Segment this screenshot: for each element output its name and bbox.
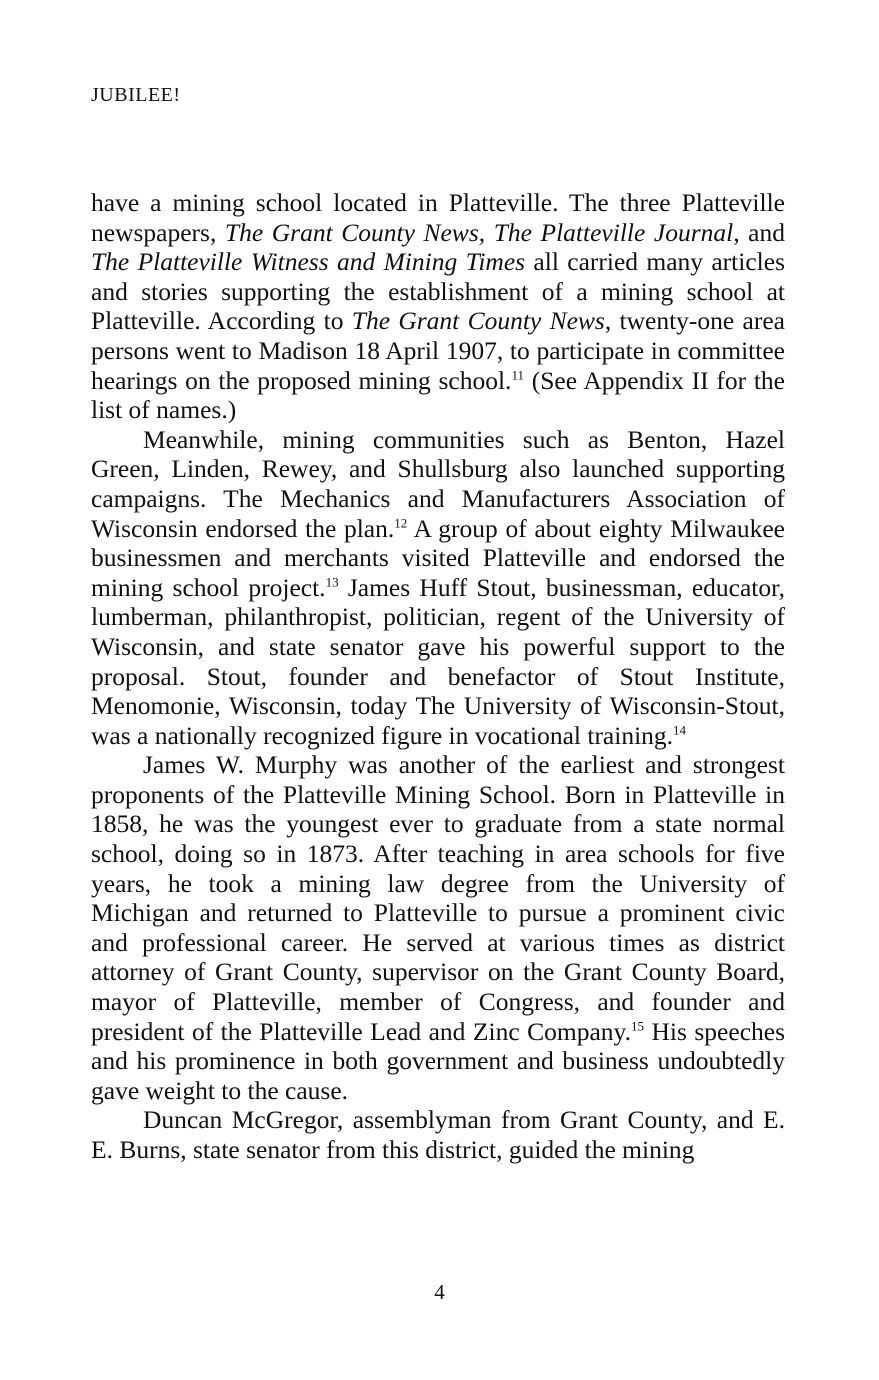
page-number: 4 <box>434 1280 445 1304</box>
footnote-marker: 14 <box>673 722 687 738</box>
italic-title: The Grant County News <box>351 306 605 336</box>
text-run: James Huff Stout, businessman, educator, lumberman, philanthropist, politician, regent of the University of Wisconsin, and state senator gave his powerful support to the proposal. Stout, founder and benefactor of Stout Institute, Menomonie, Wisconsin, today The University of Wisconsin-Stout, was a nationally recognized figure in vocational training. <box>91 572 785 750</box>
text-run: (See Appendix II for the list of names.) <box>91 365 786 425</box>
body-text <box>91 188 785 1165</box>
text-run: James W. Murphy was another of the earliest and strongest proponents of the Platteville Mining School. Born in Platteville in 1858, he was the youngest ever to graduate from a state normal school, doing so in 1873. After teaching in area schools for five years, he took a mining law degree from the University of Michigan and returned to Platteville to pursue a prominent civic and professional career. He served at various times as district attorney of Grant County, supervisor on the Grant County Board, mayor of Platteville, member of Congress, and founder and president of the Platteville Lead and Zinc Company. <box>91 750 785 1046</box>
paragraph <box>91 188 785 425</box>
text-run: A group of about eighty Milwaukee businessmen and merchants visited Platteville and endorsed the mining school project. <box>91 513 785 602</box>
text-run: , twenty-one area persons went to Madison 18 April 1907, to participate in committee hearings on the proposed mining school. <box>91 306 785 395</box>
running-head: JUBILEE! <box>91 84 181 106</box>
text-run: Meanwhile, mining communities such as Benton, Hazel Green, Linden, Rewey, and Shullsburg also launched supporting campaigns. The Mechanics and Manufacturers Association of Wisconsin endorsed the plan. <box>91 424 785 543</box>
text-run: have a mining school located in Platteville. The three Platteville newspapers, <box>91 188 785 247</box>
text-run: and <box>739 217 785 247</box>
paragraph <box>91 425 785 751</box>
italic-title: The Platteville Witness and Mining Times <box>91 247 526 277</box>
italic-title: The Grant County News, The Platteville Journal, <box>224 217 740 247</box>
text-run: His speeches and his prominence in both government and business undoubtedly gave weight to the cause. <box>91 1016 785 1105</box>
footnote-marker: 12 <box>394 515 408 531</box>
text-run: all carried many articles and stories supporting the establishment of a mining school at Platteville. According to <box>91 247 785 336</box>
footnote-marker: 11 <box>511 367 524 383</box>
footnote-marker: 15 <box>631 1018 644 1034</box>
footnote-marker: 13 <box>325 574 339 590</box>
paragraph <box>91 1105 785 1164</box>
text-run: Duncan McGregor, assemblyman from Grant County, and E. E. Burns, state senator from this district, guided the mining <box>91 1105 785 1164</box>
paragraph <box>91 750 785 1105</box>
